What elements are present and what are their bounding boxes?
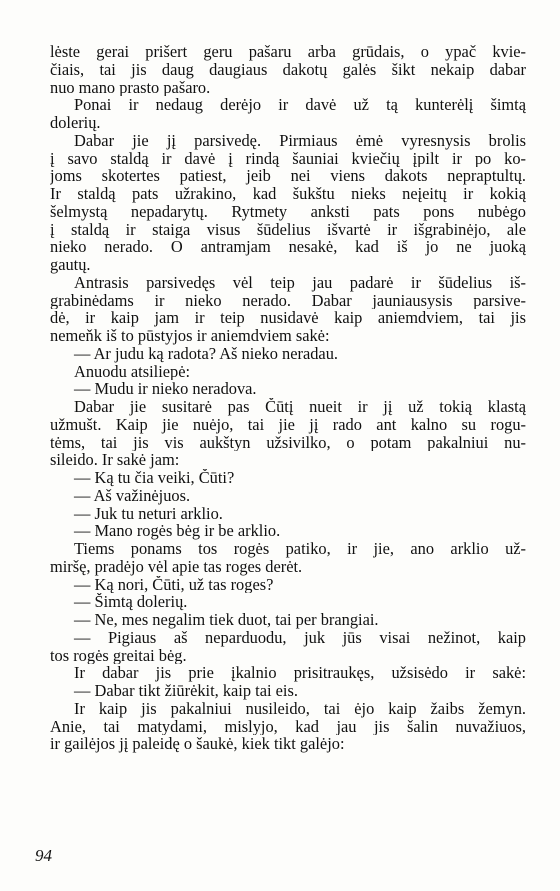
text-line: nemeňk iš to pūstyjos ir aniemdviem sakė: xyxy=(50,327,330,345)
text-line: tėms, tai jis vis aukštyn užsivilko, o potam pakalniui nu- xyxy=(50,433,526,452)
text-line: — Ne, mes negalim tiek duot, tai per brangiai. xyxy=(74,611,379,629)
text-line: — Dabar tikt žiūrėkit, kaip tai eis. xyxy=(74,682,298,700)
text-line: Ir dabar jis prie įkalnio prisitraukęs, užsisėdo ir sakė: xyxy=(74,664,526,682)
text-line: — Šimtą dolerių. xyxy=(74,593,188,611)
text-line: — Ką nori, Čūti, už tas roges? xyxy=(74,575,274,594)
text-line: šelmystą nepadarytų. Rytmety anksti pats pons nubėgo xyxy=(50,202,526,221)
text-line: dė, ir kaip jam ir teip nusidavė kaip aniemdviem, tai jis xyxy=(50,309,526,327)
text-line: — Ar judu ką radota? Aš nieko neradau. xyxy=(74,344,338,363)
text-line: Dabar jie susitarė pas Čūtį nueit ir jį už tokią klastą xyxy=(74,398,526,416)
text-line: Ponai ir nedaug derėjo ir davė už tą kunterėlį šimtą xyxy=(74,96,526,114)
text-line: — Juk tu neturi arklio. xyxy=(74,504,223,523)
text-line: Dabar jie jį parsivedę. Pirmiaus ėmė vyresnysis brolis xyxy=(74,131,526,150)
text-line: miršę, pradėjo vėl apie tas roges derėt. xyxy=(50,557,303,576)
text-line: Ir staldą pats užrakino, kad šukštu nieks neįeitų ir kokią xyxy=(50,185,526,203)
text-line: nieko nerado. O antramjam nesakė, kad iš jo ne juoką xyxy=(50,238,526,256)
text-line: ir gailėjos jį paleidę o šaukė, kiek tikt galėjo: xyxy=(50,735,345,753)
text-line: dolerių. xyxy=(50,114,101,132)
text-line: joms skotertes patiest, jeib nei viens dakots nepraptultų. xyxy=(50,167,526,185)
text-line: tos rogės greitai bėg. xyxy=(50,646,187,665)
page-number: 94 xyxy=(35,846,52,865)
text-line: — Mano rogės bėg ir be arklio. xyxy=(74,522,281,540)
text-line: gautų. xyxy=(50,256,91,274)
text-line: Antrasis parsivedęs vėl teip jau padarė ir šūdelius iš- xyxy=(74,273,526,292)
text-line: — Mudu ir nieko neradova. xyxy=(74,380,257,398)
text-line: čiais, tai jis daug daugiaus dakotų galės šikt nekaip dabar xyxy=(50,60,526,79)
text-line: — Ką tu čia veiki, Čūti? xyxy=(74,469,235,487)
text-line: sileido. Ir sakė jam: xyxy=(50,451,180,469)
text-line: lėste gerai prišert geru pašaru arba grūdais, o ypač kvie- xyxy=(50,43,526,61)
text-line: — Aš važinėjuos. xyxy=(74,486,191,505)
text-line: — Pigiaus aš neparduodu, juk jūs visai nežinot, kaip xyxy=(74,628,526,647)
text-line: į savo staldą ir davė į rindą šauniai kviečių įpilt ir po ko- xyxy=(50,149,526,168)
text-line: Tiems ponams tos rogės patiko, ir jie, ano arklio už- xyxy=(74,540,526,558)
text-line: grabinėdams ir nieko nerado. Dabar jauniausysis parsive- xyxy=(50,291,526,310)
text-line: Anuodu atsiliepė: xyxy=(74,362,191,381)
text-line: Anie, tai matydami, mislyjo, kad jau jis šalin nuvažiuos, xyxy=(50,717,526,736)
text-line: nuo mano prasto pašaro. xyxy=(50,78,211,97)
text-line: Ir kaip jis pakalniui nusileido, tai ėjo kaip žaibs žemyn. xyxy=(74,699,526,718)
text-line: į staldą ir staiga visus šūdelius išvartė ir išgrabinėjo, ale xyxy=(50,220,526,239)
text-line: užmušt. Kaip jie nuėjo, tai jie jį rado ant kalno su rogu- xyxy=(50,415,526,434)
body-text xyxy=(50,43,526,753)
